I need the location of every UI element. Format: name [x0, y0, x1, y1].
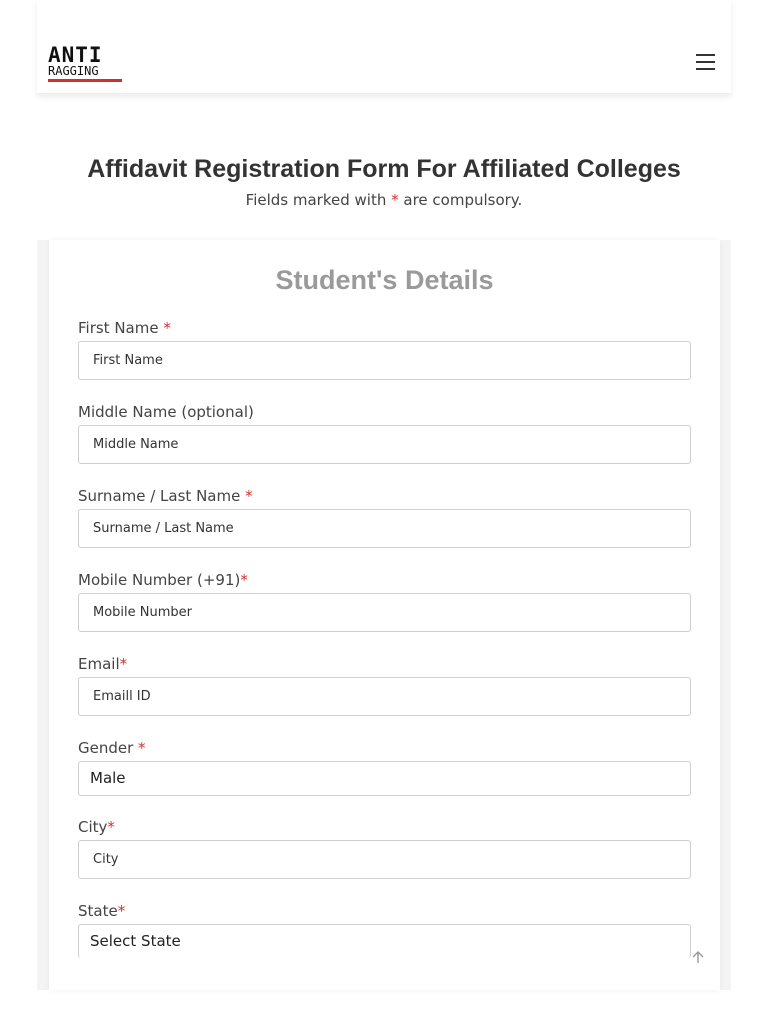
site-header: [37, 0, 731, 93]
city-label: City*: [78, 818, 115, 836]
surname-label: Surname / Last Name *: [78, 487, 253, 505]
required-note: [37, 191, 731, 209]
required-note-pre: Fields marked with: [245, 191, 392, 209]
state-label: State*: [78, 902, 126, 920]
page-title: Affidavit Registration Form For Affiliated Colleges: [87, 155, 681, 183]
city-group: [78, 818, 691, 879]
hamburger-menu-icon[interactable]: [696, 54, 716, 72]
gender-label: Gender *: [78, 739, 146, 757]
middle-name-input[interactable]: [78, 425, 691, 464]
state-select[interactable]: Select State: [78, 924, 691, 958]
first-name-label: First Name *: [78, 319, 171, 337]
first-name-input[interactable]: [78, 341, 691, 380]
form-intro: [37, 93, 731, 240]
anti-ragging-logo[interactable]: [48, 43, 124, 84]
mobile-input[interactable]: [78, 593, 691, 632]
required-note-post: are compulsory.: [398, 191, 523, 209]
state-group: [78, 902, 691, 958]
email-label: Email*: [78, 655, 128, 673]
city-input[interactable]: [78, 840, 691, 879]
student-details-card: [49, 240, 720, 990]
gender-select[interactable]: Male: [78, 761, 691, 796]
required-asterisk: *: [391, 191, 399, 209]
logo-text-bottom: RAGGING: [48, 64, 99, 78]
gender-group: [78, 739, 691, 796]
section-title: Student's Details: [275, 265, 494, 295]
email-group: [78, 655, 691, 716]
arrow-up-icon[interactable]: [689, 950, 707, 964]
first-name-group: [78, 319, 691, 380]
email-input[interactable]: [78, 677, 691, 716]
middle-name-group: [78, 403, 691, 464]
middle-name-label: Middle Name (optional): [78, 403, 254, 421]
surname-group: [78, 487, 691, 548]
surname-input[interactable]: [78, 509, 691, 548]
mobile-group: [78, 571, 691, 632]
logo-underline: [48, 79, 122, 82]
mobile-label: Mobile Number (+91)*: [78, 571, 248, 589]
logo-text-top: ANTI: [48, 43, 103, 67]
